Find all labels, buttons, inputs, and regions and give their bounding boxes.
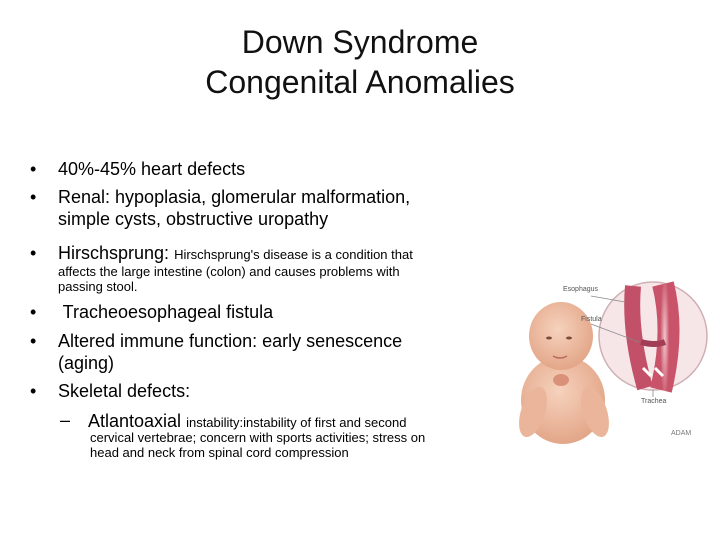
- bullet-skeletal: Skeletal defects:: [58, 381, 191, 401]
- bullet-hirschsprung: [58, 242, 413, 264]
- bullet-tracheoesophageal: Tracheoesophageal fistula: [58, 302, 274, 322]
- title-line-2: Congenital Anomalies: [205, 64, 515, 100]
- bullet-renal-line-2: simple cysts, obstructive uropathy: [58, 209, 329, 229]
- bullet-immune-line-2: (aging): [58, 353, 115, 373]
- title-line-1: Down Syndrome: [241, 24, 479, 60]
- slide-title: [140, 22, 580, 102]
- hirschsprung-detail-line-2: affects the large intestine (colon) and causes problems with: [58, 264, 400, 279]
- label-fistula: Fistula: [581, 316, 602, 323]
- hirschsprung-detail-line-1: Hirschsprung's disease is a condition that: [174, 247, 413, 262]
- atlantoaxial-lead: Atlantoaxial: [88, 411, 182, 431]
- atlantoaxial-detail-line-2: cervical vertebrae; concern with sports activities; stress on: [90, 430, 426, 445]
- label-esophagus: Esophagus: [563, 286, 599, 293]
- baby-figure: [514, 302, 615, 444]
- bullet-marker: •: [30, 243, 37, 263]
- sub-bullet-atlantoaxial: [88, 410, 406, 432]
- sub-bullet-dash: –: [60, 410, 71, 430]
- bullet-heart-defects: 40%-45% heart defects: [58, 159, 246, 179]
- atlantoaxial-detail-line-3: head and neck from spinal cord compression: [90, 445, 349, 460]
- hirschsprung-detail-line-3: passing stool.: [58, 279, 138, 294]
- bullet-marker: •: [30, 302, 37, 322]
- baby-fistula-illustration: [505, 272, 710, 447]
- bullet-marker: •: [30, 331, 37, 351]
- atlantoaxial-detail-line-1: instability:instability of first and second: [186, 415, 407, 430]
- bullet-marker: •: [30, 381, 37, 401]
- adam-credit: ADAM: [671, 430, 692, 437]
- fistula-inset: [599, 282, 707, 390]
- label-trachea: Trachea: [641, 398, 667, 405]
- bullet-immune-line-1: Altered immune function: early senescence: [58, 331, 403, 351]
- bullet-marker: •: [30, 187, 37, 207]
- bullet-marker: •: [30, 159, 37, 179]
- hirschsprung-lead: Hirschsprung:: [58, 243, 170, 263]
- medical-illustration: [505, 272, 710, 447]
- bullet-renal-line-1: Renal: hypoplasia, glomerular malformation,: [58, 187, 411, 207]
